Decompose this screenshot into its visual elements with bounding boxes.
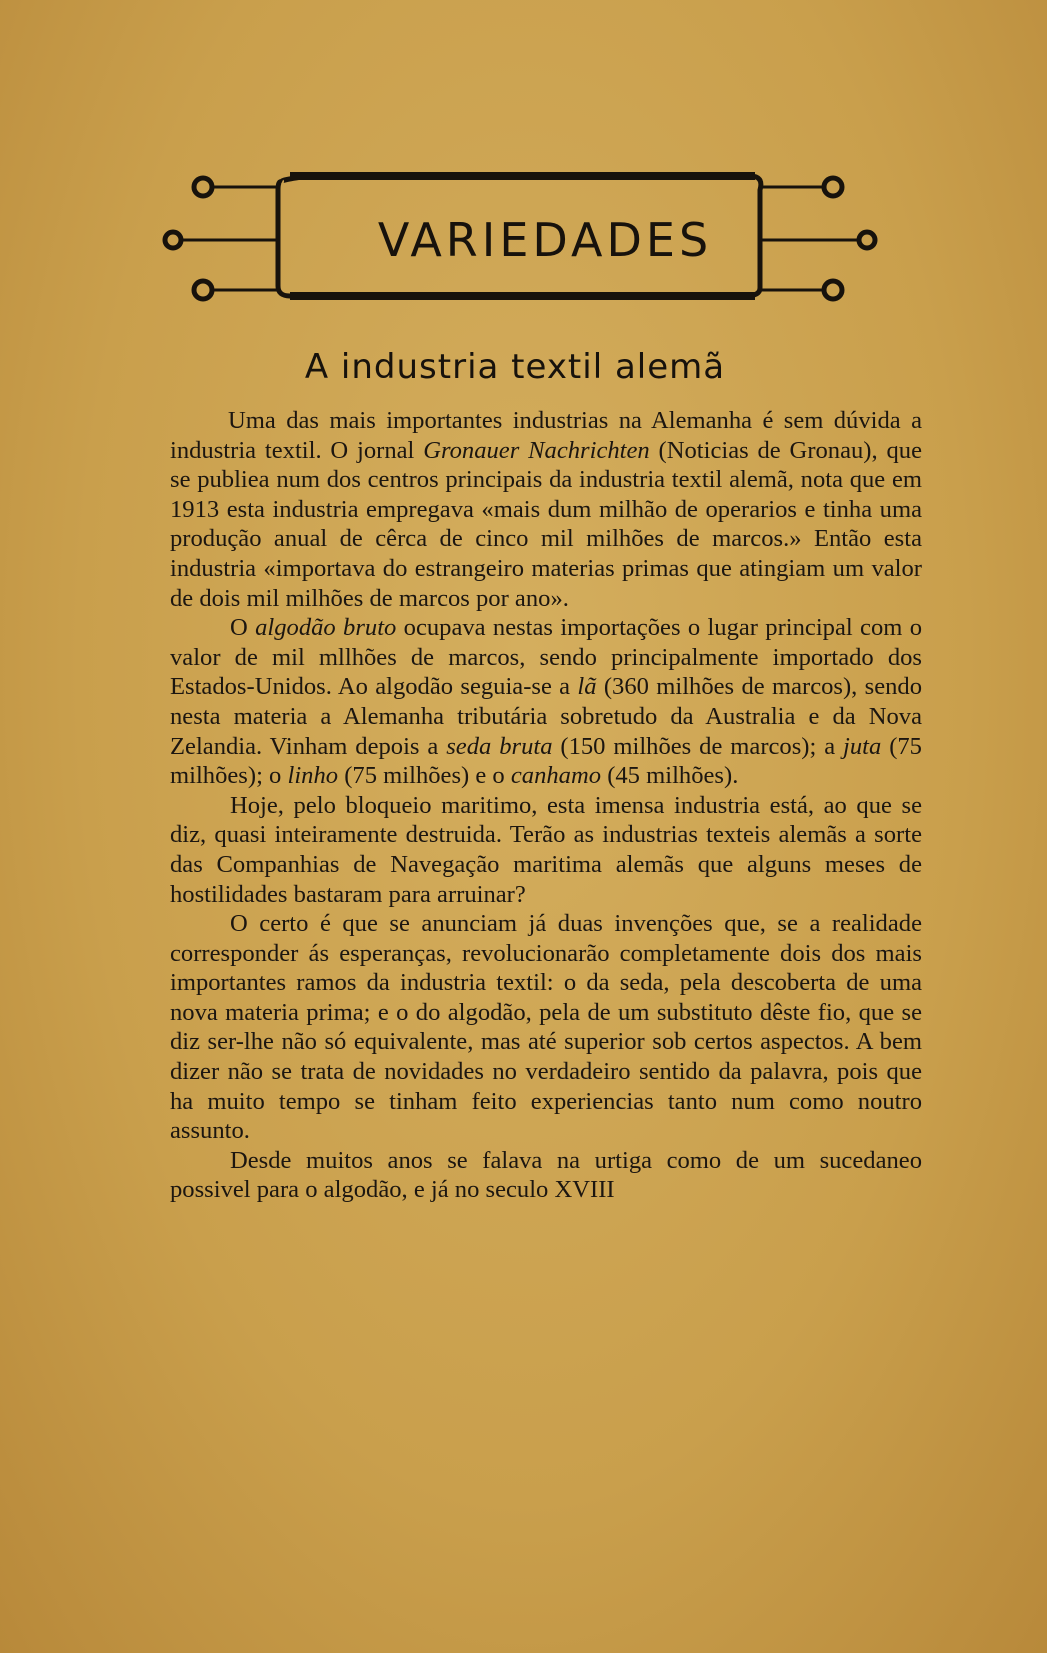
- italic-term: lã: [577, 673, 597, 701]
- paragraph-4: [170, 909, 922, 1146]
- text-run: Desde muitos anos se falava na urtiga como de um sucedaneo possivel para o algodão, e já no seculo XVIII: [170, 1146, 922, 1204]
- italic-term: algodão bruto: [255, 614, 397, 642]
- paragraph-1: [170, 406, 922, 613]
- text-run: Uma das mais importantes industrias na Alemanha é sem dúvida a industria textil. O jornal: [170, 407, 922, 464]
- text-run: O: [230, 614, 256, 642]
- paragraph-2: [170, 613, 922, 791]
- article-body: [170, 406, 922, 1205]
- italic-term: canhamo: [510, 762, 602, 790]
- text-run: ocupava nestas importações o lugar principal com o valor de mil mllhões de marcos, sendo principalmente importado dos Estados-Unidos. Ao algodão seguia-se a: [170, 614, 922, 701]
- article-title: A industria textil alemã: [304, 347, 726, 387]
- italic-term: juta: [843, 732, 882, 760]
- text-run: (75 milhões); o: [170, 732, 922, 790]
- ornament-knob-right-2: [859, 232, 875, 248]
- italic-term: linho: [287, 762, 339, 790]
- ornament-top-bar: [290, 172, 755, 180]
- ornament-knob-left-1: [194, 178, 212, 196]
- ornament-knob-left-2: [165, 232, 181, 248]
- text-run: (360 milhões de marcos), sendo nesta materia a Alemanha tributária sobretudo da Australia e da Nova Zelandia. Vinham depois a: [170, 673, 922, 760]
- ornament-knob-left-3: [194, 281, 212, 299]
- italic-term: seda bruta: [446, 732, 553, 760]
- paragraph-5: [170, 1146, 922, 1205]
- italic-term: Gronauer Nachrichten: [423, 436, 650, 464]
- text-run: Hoje, pelo bloqueio maritimo, esta imensa industria está, ao que se diz, quasi inteiramente destruida. Terão as industrias texteis alemãs a sorte das Companhias de Navegação maritima alemãs que alguns meses de hostilidades bastaram para arruinar?: [170, 791, 922, 908]
- paragraph-3: [170, 791, 922, 909]
- text-run: (150 milhões de marcos); a: [552, 732, 844, 760]
- ornament-bottom-bar: [290, 292, 755, 300]
- text-run: (45 milhões).: [601, 762, 739, 790]
- text-run: (Noticias de Gronau), que se publiea num dos centros principais da industria textil alemã, nota que em 1913 esta industria empregava «mais dum milhão de operarios e tinha uma produção anual de cêrca de cinco mil milhões de marcos.» Então esta industria «importava do estrangeiro materias primas que atingiam um valor de dois mil milhões de marcos por ano».: [170, 436, 922, 612]
- ornament-knob-right-3: [824, 281, 842, 299]
- ornament-knob-right-1: [824, 178, 842, 196]
- text-run: (75 milhões) e o: [338, 762, 511, 790]
- section-title: VARIEDADES: [377, 213, 713, 267]
- text-run: O certo é que se anunciam já duas invenções que, se a realidade corresponder ás esperanças, revolucionarão completamente dois dos mais importantes ramos da industria textil: o da seda, pela descoberta de uma nova materia prima; e o do algodão, pela de um substituto dêste fio, que se diz ser-lhe não só equivalente, mas até superior sob certos aspectos. A bem dizer não se trata de novidades no verdadeiro sentido da palavra, pois que ha muito tempo se tinham feito experiencias tanto num como noutro assunto.: [170, 910, 922, 1145]
